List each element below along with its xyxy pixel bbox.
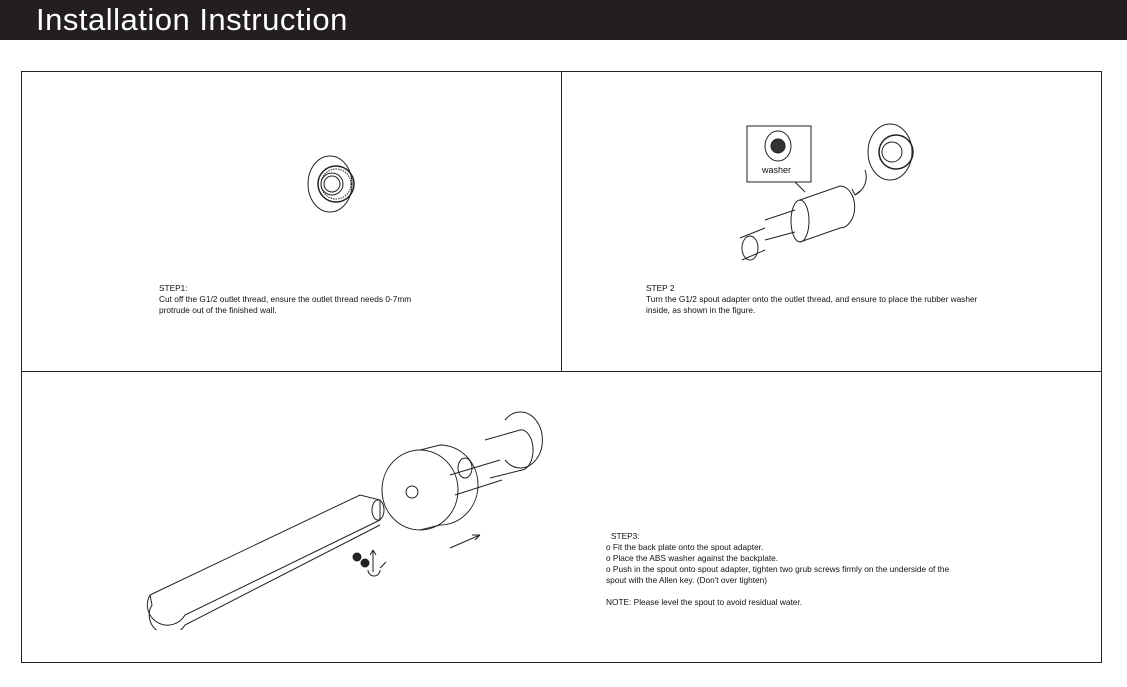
step3-line: o Fit the back plate onto the spout adapter. [606, 542, 764, 552]
divider [21, 371, 1101, 372]
page-title: Installation Instruction [36, 2, 348, 37]
step3-text [606, 531, 949, 608]
header-bar [0, 0, 1127, 40]
step2-line: Turn the G1/2 spout adapter onto the outlet thread, and ensure to place the rubber washer [646, 294, 978, 304]
step3-note: NOTE: Please level the spout to avoid residual water. [606, 597, 803, 607]
step2-title: STEP 2 [646, 283, 675, 293]
step3-line: o Place the ABS washer against the backplate. [606, 553, 779, 563]
step1-line: Cut off the G1/2 outlet thread, ensure the outlet thread needs 0-7mm [159, 294, 412, 304]
divider [561, 71, 562, 371]
step3-line: spout with the Allen key. (Don't over tighten) [606, 575, 767, 585]
step3-title: STEP3: [611, 531, 640, 541]
outlet-thread-illustration [300, 150, 370, 220]
step1-text [159, 283, 411, 316]
step1-title: STEP1: [159, 283, 188, 293]
washer-label: washer [762, 165, 792, 175]
spout-assembly-illustration [130, 400, 560, 630]
step3-line: o Push in the spout onto spout adapter, tighten two grub screws firmly on the underside of the [606, 564, 950, 574]
step1-line: protrude out of the finished wall. [159, 305, 277, 315]
spout-adapter-illustration [720, 120, 940, 270]
step2-line: inside, as shown in the figure. [646, 305, 756, 315]
step2-text [646, 283, 977, 316]
